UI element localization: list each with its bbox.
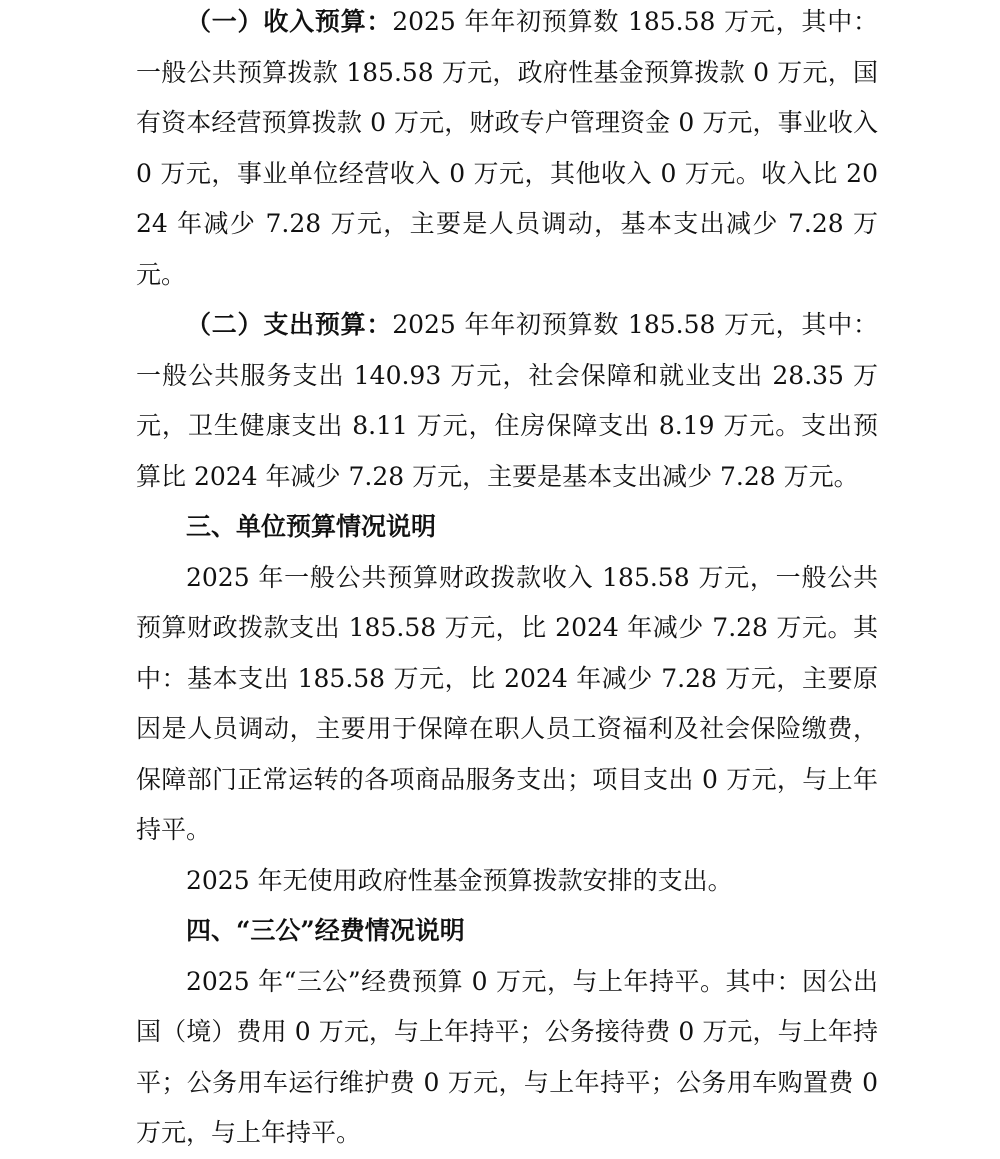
income-budget-paragraph <box>136 0 878 300</box>
expense-budget-text: 2025 年年初预算数 185.58 万元，其中：一般公共服务支出 140.93 万元，社会保障和就业支出 28.35 万元，卫生健康支出 8.11 万元，住房保障支出 8.19 万元。支出预算比 2024 年减少 7.28 万元，主要是基本支出减少 7.28 万元。 <box>136 310 878 491</box>
income-budget-text: 2025 年年初预算数 185.58 万元，其中：一般公共预算拨款 185.58 万元，政府性基金预算拨款 0 万元，国有资本经营预算拨款 0 万元，财政专户管理资金 0 万元，事业收入 0 万元，事业单位经营收入 0 万元，其他收入 0 万元。收入比 2024 年减少 7.28 万元，主要是人员调动，基本支出减少 7.28 万元。 <box>136 7 878 289</box>
expense-budget-paragraph <box>136 300 878 502</box>
section-four-heading: 四、“三公”经费情况说明 <box>186 916 465 945</box>
section-three-paragraph-1: 2025 年一般公共预算财政拨款收入 185.58 万元，一般公共预算财政拨款支出 185.58 万元，比 2024 年减少 7.28 万元。其中：基本支出 185.58 万元，比 2024 年减少 7.28 万元，主要原因是人员调动，主要用于保障在职人员工资福利及社会保险缴费，保障部门正常运转的各项商品服务支出；项目支出 0 万元，与上年持平。 <box>136 562 878 844</box>
income-budget-label: （一）收入预算： <box>186 7 393 36</box>
section-three-paragraph-2: 2025 年无使用政府性基金预算拨款安排的支出。 <box>186 865 733 895</box>
section-three-heading: 三、单位预算情况说明 <box>186 512 437 541</box>
document-body <box>136 0 878 1159</box>
section-four-paragraph-1: 2025 年“三公”经费预算 0 万元，与上年持平。其中：因公出国（境）费用 0 万元，与上年持平；公务接待费 0 万元，与上年持平；公务用车运行维护费 0 万元，与上年持平；公务用车购置费 0 万元，与上年持平。 <box>136 966 878 1147</box>
expense-budget-label: （二）支出预算： <box>186 310 393 339</box>
